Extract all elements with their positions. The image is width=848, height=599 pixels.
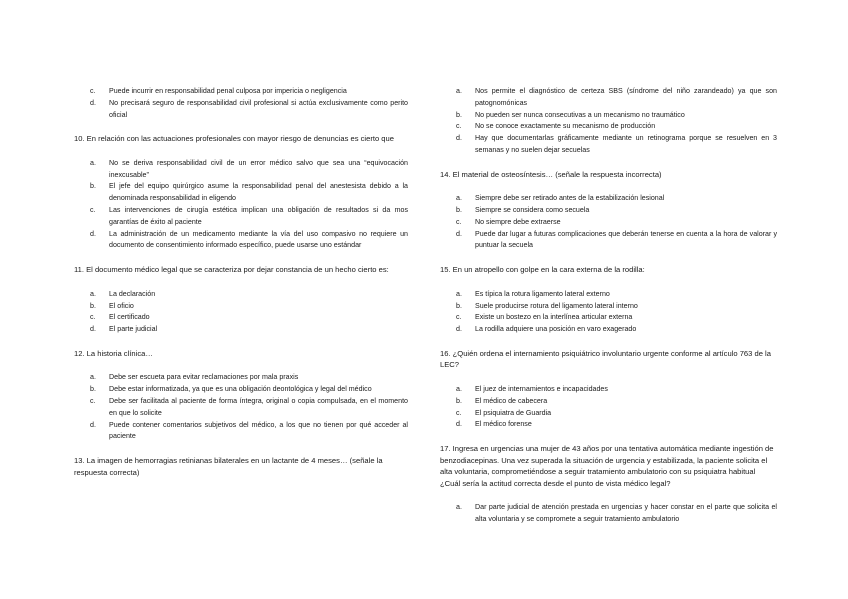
option-d: d. El parte judicial [90,325,158,334]
option-a: a. Dar parte judicial de atención prestada en urgencias y hacer constar en el parte que solicita el alta voluntaria y se compromete a seguir tratamiento ambulatorio [456,503,777,523]
option-d: d. El médico forense [456,420,532,429]
options-q14 [440,193,777,252]
options-q12 [74,372,408,443]
option-b: b. El jefe del equipo quirúrgico asume la responsabilidad penal del anestesista debido a la denominada responsabilidad in eligendo [90,182,408,203]
option-c: c. El certificado [90,313,150,322]
option-a: a. El juez de internamientos e incapacidades [456,384,608,393]
option-b: b. El oficio [90,301,134,310]
options-q11 [74,289,408,336]
options-q16 [440,384,777,431]
right-column [440,86,777,538]
option-c: c. El psiquiatra de Guardia [456,408,552,417]
options-q15 [440,289,777,336]
continued-options-q13 [440,86,777,157]
option-b: b. Debe estar informatizada, ya que es una obligación deontológica y legal del médico [90,385,372,394]
option-a: a. Siempre debe ser retirado antes de la estabilización lesional [456,194,665,203]
question-10: 10. En relación con las actuaciones profesionales con mayor riesgo de denuncias es cierto que [74,134,394,144]
option-d: d. Hay que documentarlas gráficamente mediante un retinograma porque se resuelven en 3 semanas y no suelen dejar secuelas [456,134,777,154]
option-c: c. No se conoce exactamente su mecanismo de producción [456,122,656,131]
question-11: 11. El documento médico legal que se caracteriza por dejar constancia de un hecho cierto es: [74,265,389,275]
question-15: 15. En un atropello con golpe en la cara externa de la rodilla: [440,265,645,275]
continued-options-q9 [74,86,408,121]
left-column [74,86,408,491]
option-a: a. Es típica la rotura ligamento lateral externo [456,289,610,298]
option-a: a. No se deriva responsabilidad civil de un error médico salvo que sea una “equivocación inexcusable” [90,158,408,179]
option-d: d. La administración de un medicamento mediante la vía del uso compasivo no requiere un documento de consentimiento informado específico, puede usarse uno estándar [90,229,408,250]
option-a: a. Nos permite el diagnóstico de certeza SBS (síndrome del niño zarandeado) ya que son patognomónicas [456,87,777,107]
option-c: c. Existe un bostezo en la interlínea articular externa [456,313,633,322]
option-b: b. Suele producirse rotura del ligamento lateral interno [456,301,638,310]
question-14: 14. El material de osteosíntesis… (señale la respuesta incorrecta) [440,169,662,179]
option-b: b. Siempre se considera como secuela [456,206,590,215]
option-c: c. Debe ser facilitada al paciente de forma íntegra, original o copia compulsada, en el momento en que lo solicite [90,397,408,417]
question-16: 16. ¿Quién ordena el internamiento psiquiátrico involuntario urgente conforme al artículo 763 de la LEC? [440,348,771,370]
option-c: c. Puede incurrir en responsabilidad penal culposa por impericia o negligencia [90,87,347,95]
option-d: d. No precisará seguro de responsabilidad civil profesional si actúa exclusivamente como perito oficial [90,98,408,119]
options-q17 [440,502,777,526]
option-a: a. Debe ser escueta para evitar reclamaciones por mala praxis [90,373,299,382]
question-13: 13. La imagen de hemorragias retinianas bilaterales en un lactante de 4 meses… (señale la respuesta correcta) [74,456,383,477]
option-d: d. Puede dar lugar a futuras complicaciones que deberán tenerse en cuenta a la hora de valorar y puntuar la secuela [456,229,777,250]
option-d: d. Puede contener comentarios subjetivos del médico, a los que no tienen por qué acceder al paciente [90,420,408,441]
question-17: 17. Ingresa en urgencias una mujer de 43 años por una tentativa automática mediante ingestión de benzodiacepinas. Una vez superada la situación de urgencia y estabilizada, la paciente solicita el alta voluntaria, comprometiéndose a seguir tratamiento ambulatorio con su psiquiatra habitual ¿Cuál sería la actitud correcta desde el punto de vista médico legal? [440,444,774,488]
question-12: 12. La historia clínica… [74,348,153,358]
option-a: a. La declaración [90,289,156,298]
option-b: b. No pueden ser nunca consecutivas a un mecanismo no traumático [456,110,685,119]
option-c: c. Las intervenciones de cirugía estética implican una obligación de resultados si da mos garantías de éxito al paciente [90,206,408,226]
option-b: b. El médico de cabecera [456,396,548,405]
option-d: d. La rodilla adquiere una posición en varo exagerado [456,325,637,334]
option-c: c. No siempre debe extraerse [456,217,561,226]
options-q10 [74,158,408,252]
